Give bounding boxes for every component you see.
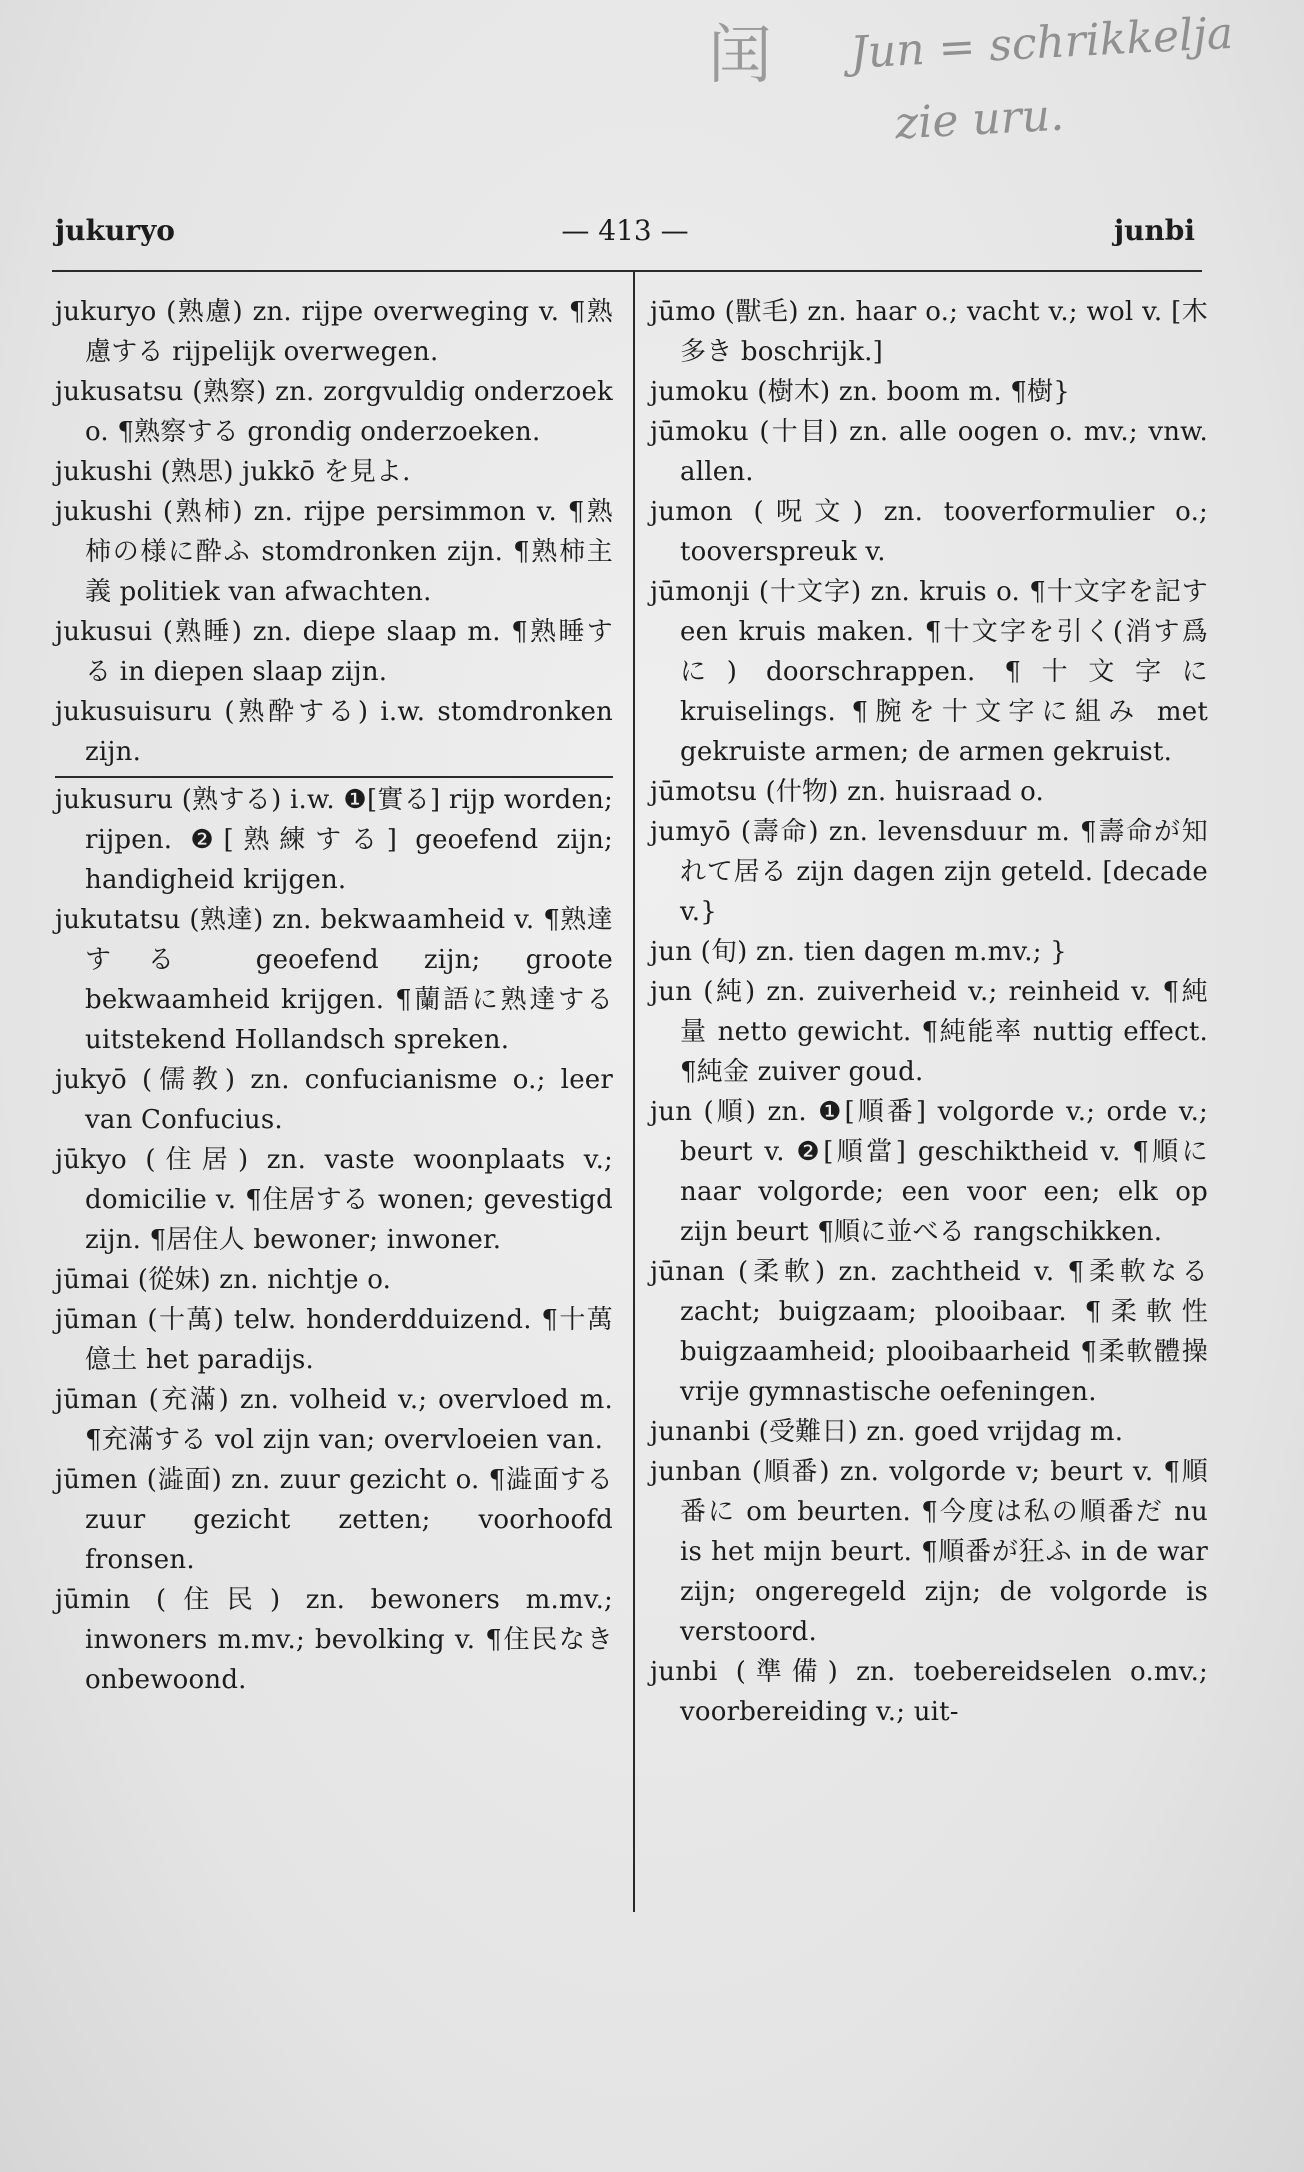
dictionary-entry: jukushi (熟柿) zn. rijpe persimmon v. ¶熟柿の様に酔ふ stomdronken zijn. ¶熟柿主義 politiek van afwachten.: [55, 497, 613, 607]
annotation-line-2: zie uru.: [893, 89, 1066, 150]
dictionary-entry: jūmoku (十目) zn. alle oogen o. mv.; vnw. allen.: [650, 417, 1208, 487]
dictionary-entry: jūman (十萬) telw. honderdduizend. ¶十萬億土 het paradijs.: [55, 1305, 613, 1375]
dictionary-entry: jukutatsu (熟達) zn. bekwaamheid v. ¶熟達する geoefend zijn; groote bekwaamheid krijgen. ¶蘭語に熟達する uitstekend Hollandsch spreken.: [55, 905, 613, 1055]
dictionary-entry: jūkyo (住居) zn. vaste woonplaats v.; domicilie v. ¶住居する wonen; gevestigd zijn. ¶居住人 bewoner; inwoner.: [55, 1145, 613, 1255]
dictionary-entry: jūmotsu (什物) zn. huisraad o.: [650, 777, 1044, 807]
dictionary-entry: jukyō (儒教) zn. confucianisme o.; leer van Confucius.: [55, 1065, 613, 1135]
header-rule: [52, 270, 1202, 272]
left-column: [55, 292, 613, 1700]
right-guide-word: junbi: [1113, 214, 1195, 247]
dictionary-entry: jumyō (壽命) zn. levensduur m. ¶壽命が知れて居る zijn dagen zijn geteld. [decade v.}: [650, 817, 1208, 927]
dictionary-entry: jun (旬) zn. tien dagen m.mv.; }: [650, 937, 1067, 967]
dictionary-entry: jukusuru (熟する) i.w. ❶[實る] rijp worden; rijpen. ❷[熟練する] geoefend zijn; handigheid krijgen.: [55, 776, 613, 900]
dictionary-entry: jukuryo (熟慮) zn. rijpe overweging v. ¶熟慮する rijpelijk overwegen.: [55, 297, 613, 367]
page-header: [55, 208, 1195, 252]
dictionary-entry: jūnan (柔軟) zn. zachtheid v. ¶柔軟なる zacht; buigzaam; plooibaar. ¶柔軟性 buigzaamheid; plooibaarheid ¶柔軟體操 vrije gymnastische oefeningen.: [650, 1257, 1208, 1407]
dictionary-entry: junbi (準備) zn. toebereidselen o.mv.; voorbereiding v.; uit-: [650, 1657, 1208, 1727]
dictionary-entry: jukusuisuru (熟酔する) i.w. stomdronken zijn.: [55, 697, 613, 767]
dictionary-entry: jukusui (熟睡) zn. diepe slaap m. ¶熟睡する in diepen slaap zijn.: [55, 617, 613, 687]
pencil-annotation: [700, 0, 1300, 170]
dictionary-entry: jūmonji (十文字) zn. kruis o. ¶十文字を記す een kruis maken. ¶十文字を引く(消す爲に) doorschrappen. ¶十文字に kruiselings. ¶腕を十文字に組み met gekruiste armen; de armen gekruist.: [650, 577, 1208, 767]
dictionary-entry: jukusatsu (熟察) zn. zorgvuldig onderzoek o. ¶熟察する grondig onderzoeken.: [55, 377, 613, 447]
dictionary-entry: jūmin (住民) zn. bewoners m.mv.; inwoners m.mv.; bevolking v. ¶住民なき onbewoond.: [55, 1585, 613, 1695]
dictionary-entry: jūmen (澁面) zn. zuur gezicht o. ¶澁面する zuur gezicht zetten; voorhoofd fronsen.: [55, 1465, 613, 1575]
dictionary-entry: jun (順) zn. ❶[順番] volgorde v.; orde v.; beurt v. ❷[順當] geschiktheid v. ¶順に naar volgorde; een voor een; elk op zijn beurt ¶順に並べる rangschikken.: [650, 1097, 1208, 1247]
left-guide-word: jukuryo: [55, 214, 175, 247]
dictionary-entry: jūman (充滿) zn. volheid v.; overvloed m. ¶充滿する vol zijn van; overvloeien van.: [55, 1385, 613, 1455]
dictionary-entry: junanbi (受難日) zn. goed vrijdag m.: [650, 1417, 1124, 1447]
annotation-kanji: 闰: [708, 19, 772, 93]
dictionary-entry: jumoku (樹木) zn. boom m. ¶樹}: [650, 377, 1070, 407]
dictionary-entry: jumon (呪文) zn. tooverformulier o.; tooverspreuk v.: [650, 497, 1208, 567]
right-column: [650, 292, 1208, 1732]
dictionary-entry: jūmai (從妹) zn. nichtje o.: [55, 1265, 392, 1295]
dictionary-entry: junban (順番) zn. volgorde v; beurt v. ¶順番に om beurten. ¶今度は私の順番だ nu is het mijn beurt. ¶順番が狂ふ in de war zijn; ongeregeld zijn; de volgorde is verstoord.: [650, 1457, 1208, 1647]
dictionary-entry: jukushi (熟思) jukkō を見よ.: [55, 457, 411, 487]
dictionary-entry: jun (純) zn. zuiverheid v.; reinheid v. ¶純量 netto gewicht. ¶純能率 nuttig effect. ¶純金 zuiver goud.: [650, 977, 1208, 1087]
dictionary-entry: jūmo (獸毛) zn. haar o.; vacht v.; wol v. [木多き boschrijk.]: [650, 297, 1208, 367]
column-divider: [633, 272, 635, 1912]
annotation-line-1: Jun = schrikkelja: [848, 7, 1235, 79]
page-number: — 413 —: [561, 214, 689, 247]
